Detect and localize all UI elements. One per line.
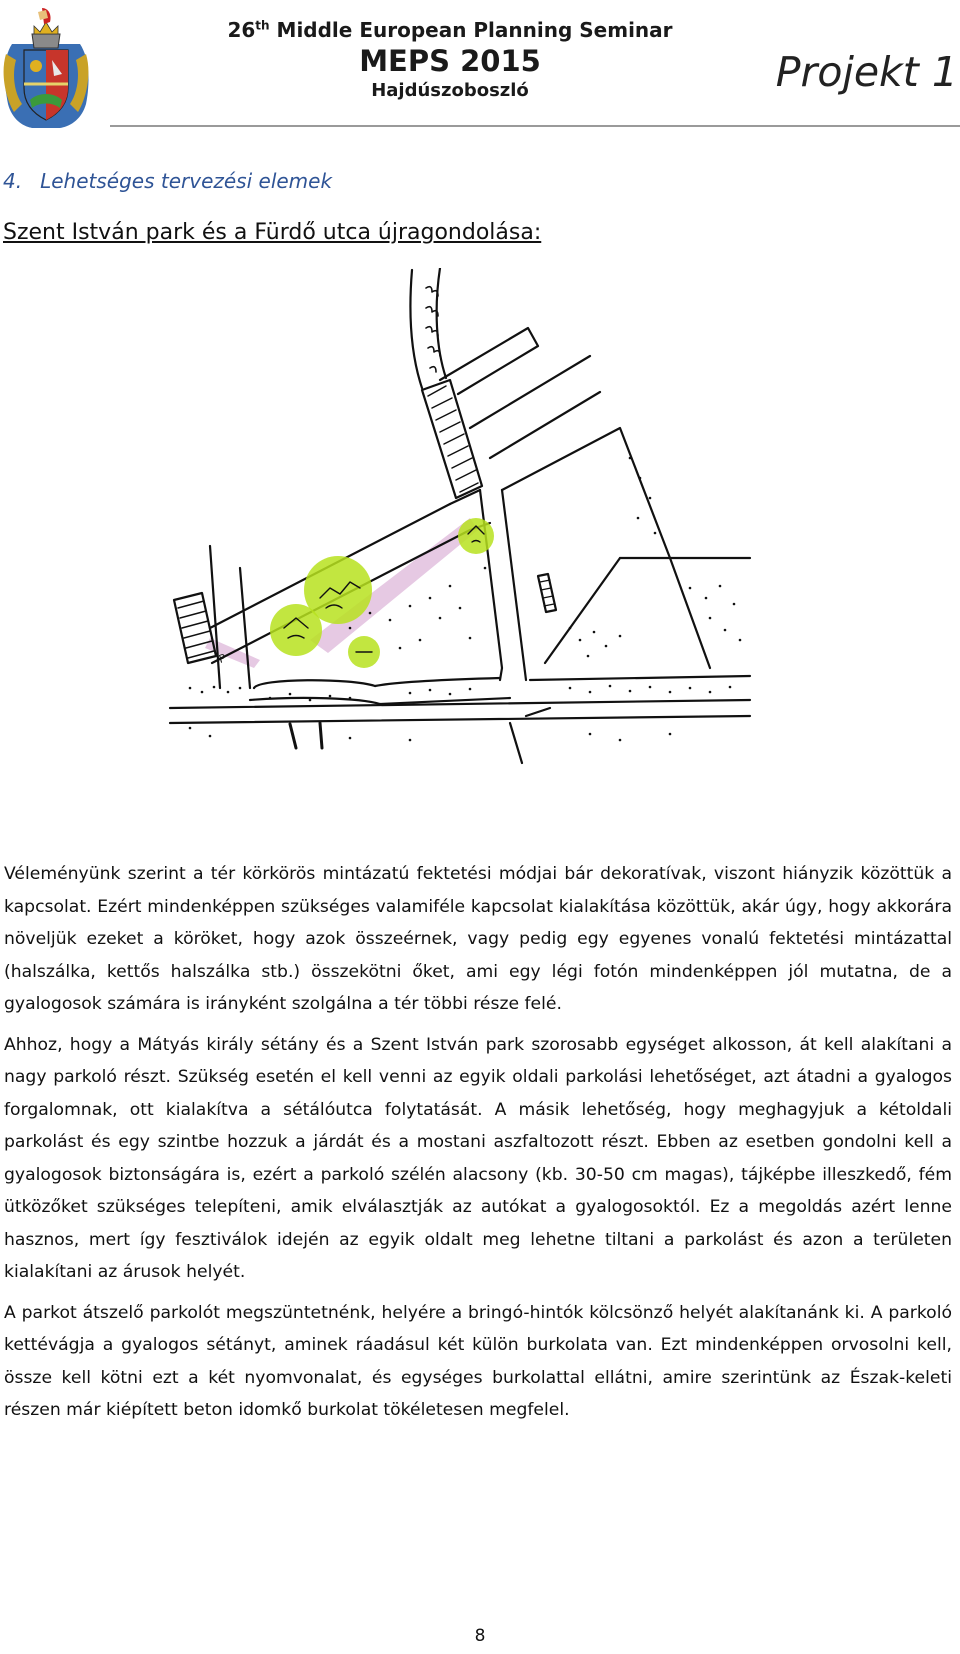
body-text <box>4 858 952 1435</box>
paragraph: A parkot átszelő parkolót megszüntetnénk, helyére a bringó-hintók kölcsönző helyét alakítanánk ki. A parkoló kettévágja a gyalogos sétányt, aminek ráadásul két külön burkolata van. Ezt mindenképpen orvosolni kell, össze kell kötni ezt a két nyomvonalat, és egységes burkolattal ellátni, amire szerintünk az Észak-keleti részen már kiépített beton idomkő burkolat tökéletesen megfelel. <box>4 1302 952 1420</box>
header-divider <box>110 125 960 127</box>
page-subtitle: Szent István park és a Fürdő utca újragondolása: <box>3 220 542 245</box>
parking-label: P <box>217 651 228 666</box>
section-title: Lehetséges tervezési elemek <box>40 169 333 193</box>
event-title: MEPS 2015 <box>359 44 541 78</box>
section-number: 4. <box>3 169 23 193</box>
seminar-title: 26th Middle European Planning Seminar <box>227 18 673 42</box>
page-header <box>0 0 960 135</box>
header-title-block <box>200 18 700 101</box>
section-heading <box>3 169 332 193</box>
event-city: Hajdúszoboszló <box>371 80 529 101</box>
page-number: 8 <box>474 1626 486 1646</box>
paragraph: Véleményünk szerint a tér körkörös mintázatú fektetési módjai bár dekoratívak, viszont hiányzik közöttük a kapcsolat. Ezért mindenképpen szükséges valamiféle kapcsolat kialakítása közöttük, akár úgy, hogy akkorára növeljük ezeket a köröket, hogy azok összeérnek, vagy pedig egy egyenes vonalú fektetési mintázattal (halszálka, kettős halszálka stb.) összekötni őket, ami egy légi fotón mindenképpen jól mutatna, de a gyalogosok számára is irányként szolgálna a tér többi része felé. <box>4 864 952 1014</box>
project-label: Projekt 1 <box>775 48 958 96</box>
paragraph: Ahhoz, hogy a Mátyás király sétány és a Szent István park szorosabb egységet alkosson, át kell alakítani a nagy parkoló részt. Szükség esetén el kell venni az egyik oldali parkolási lehetőséget, azt átadni a gyalogos forgalomnak, ott kialakítva a sétálóutca folytatását. A másik lehetőség, hogy meghagyjuk a kétoldali parkolást és egy szintbe hozzuk a járdát és a mostani aszfaltozott részt. Ebben az esetben gondolni kell a gyalogosok biztonságára is, ezért a parkoló szélén alacsony (kb. 30-50 cm magas), tájképbe illeszkedő, fém ütközőket szükséges telepíteni, amik elválasztják az autókat a gyalogosoktól. Ez a megoldás azért lenne hasznos, mert így fesztiválok idején az egyik oldalt meg lehetne tiltani a parkolást és azon a területen kialakítani az árusok helyét. <box>4 1034 952 1282</box>
site-plan-sketch <box>150 268 770 768</box>
coat-of-arms-icon <box>2 4 90 132</box>
